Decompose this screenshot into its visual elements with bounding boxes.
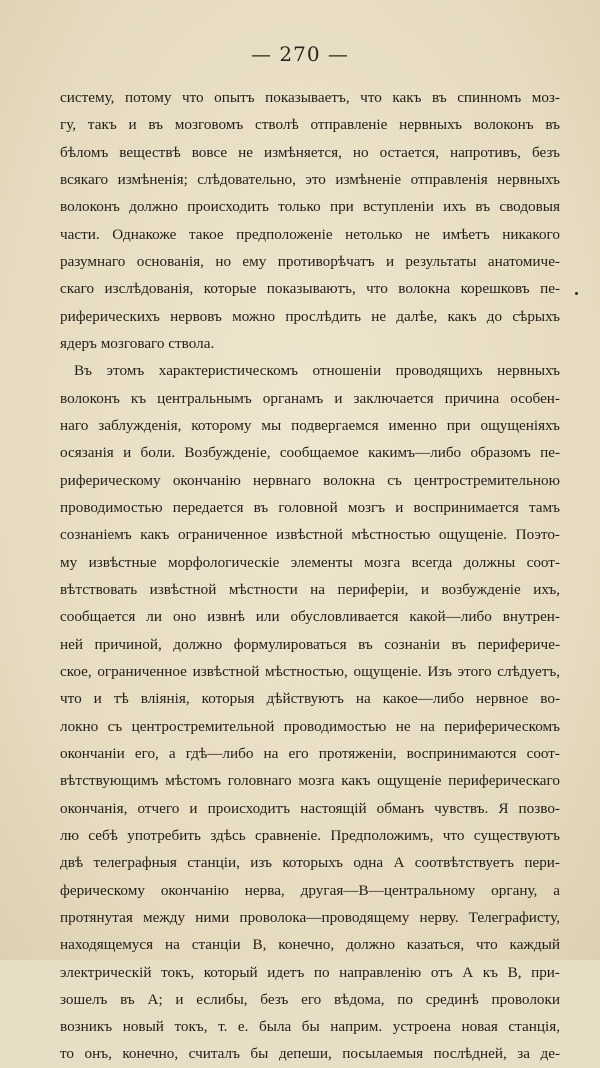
text-line: двѣ телеграфныя станціи, изъ которыхъ одна А соотвѣтствуетъ пери- bbox=[60, 854, 560, 872]
text-line: локно съ центростремительной проводимостью не на периферическомъ bbox=[60, 717, 560, 735]
text-line: вѣтствующимъ мѣстомъ головнаго мозга какъ ощущеніе периферическаго bbox=[60, 772, 560, 790]
text-line: волоконъ къ центральнымъ органамъ и заключается причина особен- bbox=[60, 389, 560, 407]
text-line: гу, такъ и въ мозговомъ стволѣ отправленіе нервныхъ волоконъ въ bbox=[60, 116, 560, 134]
text-line: части. Однакоже такое предположеніе нетолько не имѣетъ никакого bbox=[60, 225, 560, 243]
text-line: проводимостью передается въ головной мозгъ и воспринимается тамъ bbox=[60, 498, 560, 516]
text-line: сознаніемъ какъ ограниченное извѣстной мѣстностью ощущеніе. Поэто- bbox=[60, 526, 560, 544]
text-line: возникъ новый токъ, т. е. была бы наприм. устроена новая станція, bbox=[60, 1018, 560, 1036]
text-line: ферическому окончанію нерва, другая—В—центральному органу, а bbox=[60, 881, 560, 899]
text-line: ней причиной, должно формулироваться въ сознаніи въ перифериче- bbox=[60, 635, 560, 653]
text-line: риферическихъ нервовъ можно прослѣдить не далѣе, какъ до сѣрыхъ bbox=[60, 307, 560, 325]
text-line: разумнаго основанія, но ему противорѣчатъ и результаты анатомиче- bbox=[60, 252, 560, 270]
text-line: систему, потому что опытъ показываетъ, что какъ въ спинномъ моз- bbox=[60, 89, 560, 106]
text-line: всякаго измѣненія; слѣдовательно, это измѣненіе отправленія нервныхъ bbox=[60, 170, 560, 188]
text-line: скаго изслѣдованія, которые показываютъ, что волокна корешковъ пе- bbox=[60, 280, 560, 298]
text-line: осязанія и боли. Возбужденіе, сообщаемое какимъ—либо образомъ пе- bbox=[60, 444, 560, 462]
text-line: бѣломъ веществѣ вовсе не измѣняется, но остается, напротивъ, безъ bbox=[60, 143, 560, 161]
page-number: — 270 — bbox=[251, 42, 349, 66]
text-line: зошелъ въ А; и еслибы, безъ его вѣдома, по срединѣ проволоки bbox=[60, 990, 560, 1008]
text-line: наго заблужденія, которому мы подвергаемся именно при ощущеніяхъ bbox=[60, 416, 560, 434]
text-line: му извѣстные морфологическіе элементы мозга всегда должны соот- bbox=[60, 553, 560, 571]
text-line: то онъ, конечно, считалъ бы депеши, посылаемыя послѣдней, за де- bbox=[60, 1045, 560, 1063]
text-line: окончаніи его, а гдѣ—либо на его протяженіи, воспринимаются соот- bbox=[60, 744, 560, 762]
text-line: волоконъ должно происходить только при вступленіи ихъ въ сводовыя bbox=[60, 198, 560, 216]
text-line: что и тѣ вліянія, которыя дѣйствуютъ на какое—либо нервное во- bbox=[60, 690, 560, 708]
text-line: ядеръ мозговаго ствола. bbox=[60, 334, 215, 352]
text-line: вѣтствовать извѣстной мѣстности на периферіи, и возбужденіе ихъ, bbox=[60, 580, 560, 598]
text-line: находящемуся на станціи В, конечно, должно казаться, что каждый bbox=[60, 936, 560, 954]
text-line: сообщается ли оно извнѣ или обусловливается какой—либо внутрен- bbox=[60, 608, 560, 626]
text-line: лю себѣ употребить здѣсь сравненіе. Предположимъ, что существуютъ bbox=[60, 826, 560, 844]
text-line: протянутая между ними проволока—проводящему нерву. Телеграфисту, bbox=[60, 908, 560, 926]
text-line: Въ этомъ характеристическомъ отношеніи проводящихъ нервныхъ bbox=[74, 362, 560, 380]
ink-speck bbox=[575, 292, 578, 295]
text-line: риферическому окончанію нервнаго волокна съ центростремительною bbox=[60, 471, 560, 489]
text-line: окончанія, отчего и происходитъ настоящій обманъ чувствъ. Я позво- bbox=[60, 799, 560, 817]
text-line: ское, ограниченное извѣстной мѣстностью, ощущеніе. Изъ этого слѣдуетъ, bbox=[60, 662, 560, 680]
text-line: электрическій токъ, который идетъ по направленію отъ А къ В, при- bbox=[60, 963, 560, 981]
body-text bbox=[60, 84, 560, 1068]
